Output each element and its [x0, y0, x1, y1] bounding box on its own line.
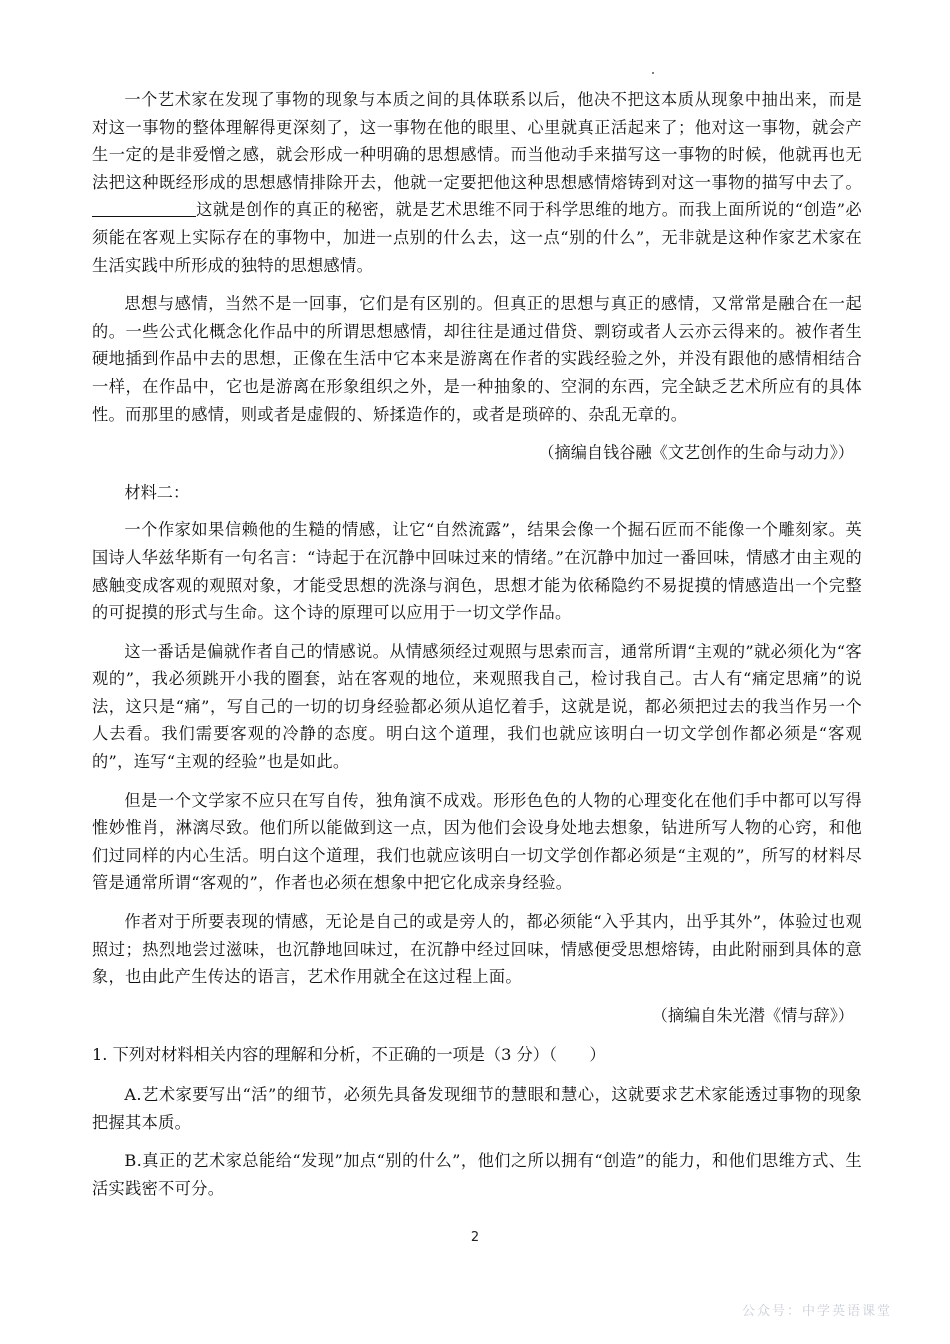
source-citation-2: （摘编自朱光潜《情与辞》） — [651, 1005, 854, 1025]
material-two-paragraph-1: 一个作家如果信赖他的生糙的情感，让它“自然流露”，结果会像一个掘石匠而不能像一个雕刻家。英国诗人华兹华斯有一句名言：“诗起于在沉静中回味过来的情绪。”在沉静中加过一番回味，情感才由主观的感触变成客观的观照对象，才能受思想的洗涤与润色，思想才能为依稀隐约不易捉摸的情感造出一个完整的可捉摸的形式与生命。这个诗的原理可以应用于一切文学作品。 — [92, 520, 862, 623]
material-two-heading: 材料二： — [124, 482, 190, 502]
material-two-paragraph-4: 作者对于所要表现的情感，无论是自己的或是旁人的，都必须能“入乎其内，出乎其外”，体验过也观照过；热烈地尝过滋味，也沉静地回味过，在沉静中经过回味，情感便受思想熔铸，由此附丽到具体的意象，也由此产生传达的语言，艺术作用就全在这过程上面。 — [92, 912, 862, 987]
paragraph-2: 思想与感情，当然不是一回事，它们是有区别的。但真正的思想与真正的感情，又常常是融合在一起的。一些公式化概念化作品中的所谓思想感情，却往往是通过借贷、剽窃或者人云亦云得来的。被作者生硬地插到作品中去的思想，正像在生活中它本来是游离在作者的实践经验之外，并没有跟他的感情相结合一样，在作品中，它也是游离在形象组织之外，是一种抽象的、空洞的东西，完全缺乏艺术所应有的具体性。而那里的感情，则或者是虚假的、矫揉造作的，或者是琐碎的、杂乱无章的。 — [92, 294, 862, 424]
paragraph-1 — [92, 86, 862, 279]
stray-dot — [652, 72, 654, 74]
material-two-paragraph-3: 但是一个文学家不应只在写自传，独角演不成戏。形形色色的人物的心理变化在他们手中都可以写得惟妙惟肖，淋漓尽致。他们所以能做到这一点，因为他们会设身处地去想象，钻进所写人物的心窍，和他们过同样的内心生活。明白这个道理，我们也就应该明白一切文学创作都必须是“主观的”，所写的材料尽管是通常所谓“客观的”，作者也必须在想象中把它化成亲身经验。 — [92, 790, 862, 893]
option-b: B.真正的艺术家总能给“发现”加点“别的什么”，他们之所以拥有“创造”的能力，和他们思维方式、生活实践密不可分。 — [92, 1151, 862, 1198]
watermark-text: 公众号：中学英语课堂 — [741, 1304, 892, 1319]
question-stem: 1. 下列对材料相关内容的理解和分析，不正确的一项是（3 分）（ ） — [92, 1045, 606, 1065]
material-two-paragraph-2: 这一番话是偏就作者自己的情感说。从情感须经过观照与思索而言，通常所谓“主观的”就必须化为“客观的”，我必须跳开小我的圈套，站在客观的地位，来观照我自己，检讨我自己。古人有“痛定思痛”的说法，这只是“痛”，写自己的一切的切身经验都必须从追忆着手，这就是说，都必须把过去的我当作另一个人去看。我们需要客观的冷静的态度。明白这个道理，我们也就应该明白一切文学创作都必须是“客观的”，连写“主观的经验”也是如此。 — [92, 641, 862, 772]
paragraph-1-part-a: 一个艺术家在发现了事物的现象与本质之间的具体联系以后，他决不把这本质从现象中抽出来，而是对这一事物的整体理解得更深刻了，这一事物在他的眼里、心里就真正活起来了；他对这一事物，就会产生一定的是非爱憎之感，就会形成一种明确的思想感情。而当他动手来描写这一事物的时候，他就再也无法把这种既经形成的思想感情排除开去，他就一定要把他这种思想感情熔铸到对这一事物的描写中去了。 — [92, 90, 862, 192]
page-number: 2 — [470, 1230, 480, 1245]
source-citation-1: （摘编自钱谷融《文艺创作的生命与动力》） — [538, 443, 854, 463]
paragraph-1-part-b: 这就是创作的真正的秘密，就是艺术思维不同于科学思维的地方。而我上面所说的“创造”必须能在客观上实际存在的事物中，加进一点别的什么去，这一点“别的什么”，无非就是这种作家艺术家在生活实践中所形成的独特的思想感情。 — [92, 200, 862, 275]
fill-in-blank — [92, 200, 196, 217]
document-body — [92, 86, 862, 1213]
option-a: A.艺术家要写出“活”的细节，必须先具备发现细节的慧眼和慧心，这就要求艺术家能透过事物的现象把握其本质。 — [92, 1085, 862, 1132]
